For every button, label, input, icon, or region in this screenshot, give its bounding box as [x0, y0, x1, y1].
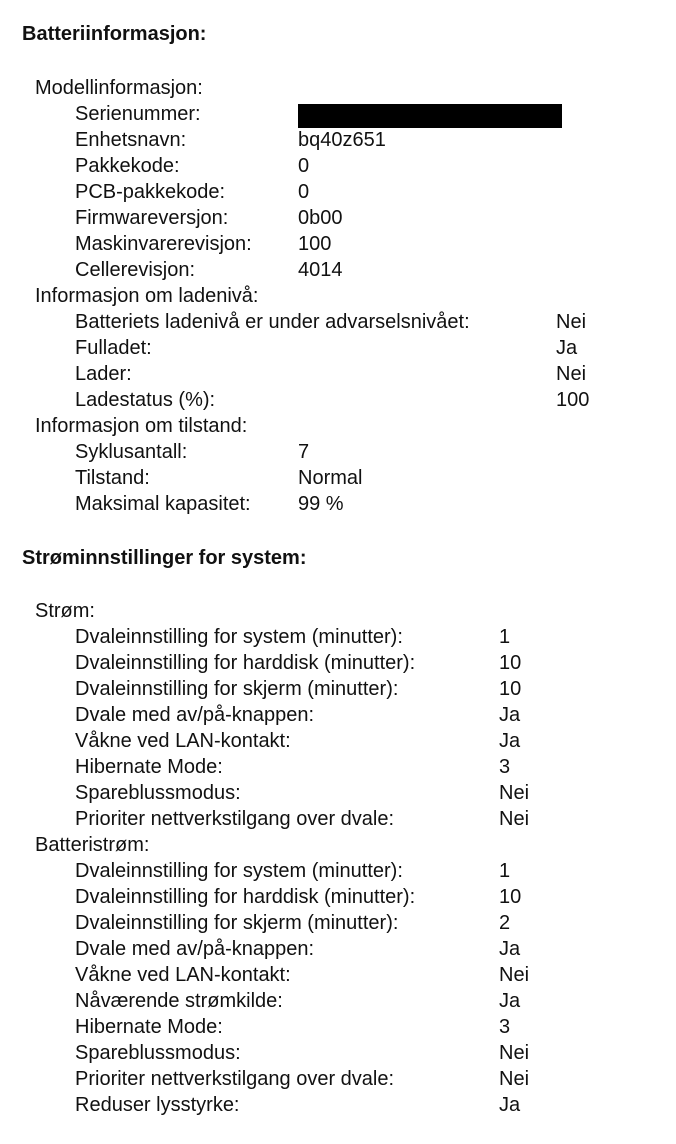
- info-row-batt-hibernate-mode: [0, 1014, 676, 1040]
- row-label: Dvaleinnstilling for skjerm (minutter):: [75, 912, 399, 934]
- row-value: 3: [499, 1016, 511, 1038]
- row-value: 3: [499, 756, 511, 778]
- info-row-ac-wake-on-lan: [0, 728, 676, 754]
- row-label: Hibernate Mode:: [75, 1016, 223, 1038]
- info-row-fully-charged: [0, 335, 676, 361]
- row-value: Nei: [499, 808, 530, 830]
- row-label: PCB-pakkekode:: [75, 181, 226, 203]
- row-label: Maksimal kapasitet:: [75, 493, 251, 515]
- row-value: 0: [298, 181, 310, 203]
- row-value: 100: [556, 389, 590, 411]
- row-value: 10: [499, 886, 522, 908]
- row-value: 2: [499, 912, 511, 934]
- row-label: Maskinvarerevisjon:: [75, 233, 252, 255]
- info-row-cycle-count: [0, 439, 676, 465]
- row-label: Batteriets ladenivå er under advarselsnivået:: [75, 311, 470, 333]
- row-label: Nåværende strømkilde:: [75, 990, 283, 1012]
- battery-info-heading: Batteriinformasjon:: [22, 23, 207, 45]
- power-settings-heading: Strøminnstillinger for system:: [22, 547, 307, 569]
- info-row-serial-number: [0, 101, 676, 127]
- row-label: Ladestatus (%):: [75, 389, 216, 411]
- row-value: 7: [298, 441, 310, 463]
- row-label: Prioriter nettverkstilgang over dvale:: [75, 1068, 395, 1090]
- info-row-batt-system-sleep: [0, 858, 676, 884]
- row-value: 1: [499, 860, 511, 882]
- info-row-hardware-revision: [0, 231, 676, 257]
- row-value: 10: [499, 678, 522, 700]
- info-row-low-charge-warning: [0, 309, 676, 335]
- row-label: Dvale med av/på-knappen:: [75, 938, 315, 960]
- charge-info-heading: Informasjon om ladenivå:: [35, 285, 259, 307]
- row-value: 100: [298, 233, 332, 255]
- row-label: Spareblussmodus:: [75, 1042, 241, 1064]
- info-row-batt-low-power-mode: [0, 1040, 676, 1066]
- info-row-pack-code: [0, 153, 676, 179]
- row-label: Spareblussmodus:: [75, 782, 241, 804]
- info-row-batt-disk-sleep: [0, 884, 676, 910]
- row-label: Reduser lysstyrke:: [75, 1094, 240, 1116]
- row-value: Nei: [499, 1068, 530, 1090]
- info-row-batt-wake-on-lan: [0, 962, 676, 988]
- health-info-heading: Informasjon om tilstand:: [35, 415, 248, 437]
- row-label: Syklusantall:: [75, 441, 188, 463]
- row-value: 10: [499, 652, 522, 674]
- row-value: 1: [499, 626, 511, 648]
- info-row-device-name: [0, 127, 676, 153]
- info-row-ac-system-sleep: [0, 624, 676, 650]
- info-row-ac-network-over-sleep: [0, 806, 676, 832]
- row-value: Nei: [499, 782, 530, 804]
- row-value: 0b00: [298, 207, 343, 229]
- row-value: Ja: [499, 704, 521, 726]
- info-row-ac-disk-sleep: [0, 650, 676, 676]
- row-value: bq40z651: [298, 129, 386, 151]
- row-value: Nei: [556, 311, 587, 333]
- row-value: Ja: [499, 730, 521, 752]
- row-label: Prioriter nettverkstilgang over dvale:: [75, 808, 395, 830]
- row-label: Dvaleinnstilling for system (minutter):: [75, 626, 403, 648]
- row-value: Ja: [499, 1094, 521, 1116]
- row-value: Nei: [499, 1042, 530, 1064]
- info-row-batt-network-over-sleep: [0, 1066, 676, 1092]
- info-row-ac-low-power-mode: [0, 780, 676, 806]
- row-label: Dvaleinnstilling for harddisk (minutter):: [75, 652, 416, 674]
- info-row-charging: [0, 361, 676, 387]
- info-row-firmware-version: [0, 205, 676, 231]
- info-row-ac-display-sleep: [0, 676, 676, 702]
- info-row-ac-sleep-on-power-button: [0, 702, 676, 728]
- row-value: Ja: [499, 938, 521, 960]
- row-value: Normal: [298, 467, 363, 489]
- row-label: Cellerevisjon:: [75, 259, 196, 281]
- row-value: Ja: [556, 337, 578, 359]
- info-row-state-of-charge: [0, 387, 676, 413]
- row-label: Tilstand:: [75, 467, 150, 489]
- row-label: Dvaleinnstilling for skjerm (minutter):: [75, 678, 399, 700]
- model-info-heading: Modellinformasjon:: [35, 77, 203, 99]
- row-label: Serienummer:: [75, 103, 201, 125]
- row-label: Våkne ved LAN-kontakt:: [75, 964, 291, 986]
- info-row-batt-current-power-source: [0, 988, 676, 1014]
- row-value: 0: [298, 155, 310, 177]
- row-value: 4014: [298, 259, 343, 281]
- row-label: Dvale med av/på-knappen:: [75, 704, 315, 726]
- row-value: Nei: [556, 363, 587, 385]
- info-row-batt-reduce-brightness: [0, 1092, 676, 1118]
- row-value: Ja: [499, 990, 521, 1012]
- row-label: Dvaleinnstilling for system (minutter):: [75, 860, 403, 882]
- battery-power-heading: Batteristrøm:: [35, 834, 150, 856]
- row-label: Dvaleinnstilling for harddisk (minutter):: [75, 886, 416, 908]
- info-row-maximum-capacity: [0, 491, 676, 517]
- row-value: Nei: [499, 964, 530, 986]
- redacted-serial-value: [298, 104, 562, 128]
- row-label: Lader:: [75, 363, 132, 385]
- info-row-batt-display-sleep: [0, 910, 676, 936]
- row-value: 99 %: [298, 493, 344, 515]
- row-label: Hibernate Mode:: [75, 756, 223, 778]
- info-row-condition: [0, 465, 676, 491]
- row-label: Enhetsnavn:: [75, 129, 187, 151]
- info-row-batt-sleep-on-power-button: [0, 936, 676, 962]
- info-row-ac-hibernate-mode: [0, 754, 676, 780]
- row-label: Firmwareversjon:: [75, 207, 229, 229]
- info-row-cell-revision: [0, 257, 676, 283]
- row-label: Pakkekode:: [75, 155, 180, 177]
- ac-power-heading: Strøm:: [35, 600, 95, 622]
- row-label: Våkne ved LAN-kontakt:: [75, 730, 291, 752]
- row-label: Fulladet:: [75, 337, 152, 359]
- info-row-pcb-pack-code: [0, 179, 676, 205]
